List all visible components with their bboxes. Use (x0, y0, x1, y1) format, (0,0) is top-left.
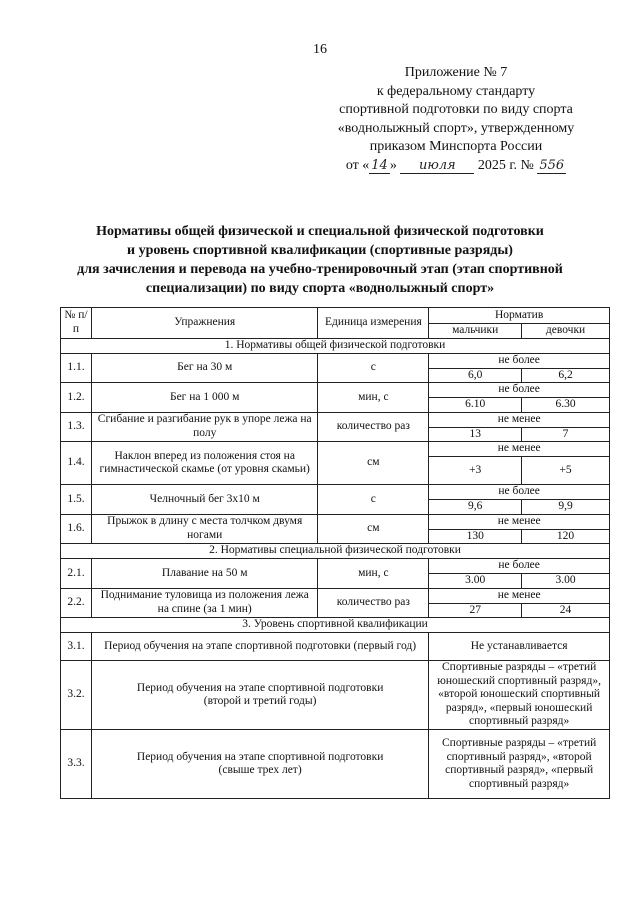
row-exercise: Наклон вперед из положения стоя на гимнастической скамье (от уровня скамьи) (91, 442, 317, 485)
row-num: 1.4. (61, 442, 92, 485)
row-girls-value: 3.00 (522, 574, 610, 589)
order-number-handwritten: 556 (539, 157, 565, 173)
row-condition: не менее (429, 442, 610, 457)
row-boys-value: 13 (429, 427, 522, 442)
row-exercise: Поднимание туловища из положения лежа на спине (за 1 мин) (91, 588, 317, 618)
row-unit: с (318, 485, 429, 515)
row-exercise: Бег на 30 м (91, 353, 317, 383)
row-boys-value: 6.10 (429, 398, 522, 413)
section-heading: 2. Нормативы специальной физической подготовки (61, 544, 610, 559)
appendix-line: Приложение № 7 (404, 65, 508, 80)
row-girls-value: 6.30 (522, 398, 610, 413)
date-day-handwritten: 14 (371, 157, 388, 173)
row-num: 1.6. (61, 514, 92, 544)
row-boys-value: 9,6 (429, 500, 522, 515)
row-condition: не более (429, 559, 610, 574)
appendix-block (306, 64, 606, 175)
row-unit: см (318, 514, 429, 544)
row-exercise: Бег на 1 000 м (91, 383, 317, 413)
row-exercise: Период обучения на этапе спортивной подготовки (свыше трех лет) (91, 730, 428, 799)
row-num: 3.1. (61, 633, 92, 661)
row-num: 1.5. (61, 485, 92, 515)
row-num: 2.2. (61, 588, 92, 618)
row-boys-value: +3 (429, 457, 522, 485)
title-line: и уровень спортивной квалификации (спортивные разряды) (127, 243, 513, 258)
row-girls-value: 6,2 (522, 368, 610, 383)
row-boys-value: 27 (429, 603, 522, 618)
header-unit: Единица измерения (318, 308, 429, 339)
appendix-line: к федеральному стандарту (376, 83, 536, 99)
row-boys-value: 6,0 (429, 368, 522, 383)
header-norm: Норматив (429, 308, 610, 324)
header-boys: мальчики (429, 324, 522, 339)
document-title (40, 222, 600, 298)
qualification-value: Не устанавливается (429, 633, 610, 661)
page-number: 16 (313, 42, 327, 57)
row-num: 1.3. (61, 412, 92, 442)
row-condition: не более (429, 383, 610, 398)
row-condition: не более (429, 353, 610, 368)
title-line: специализации) по виду спорта «воднолыжный спорт» (145, 281, 495, 296)
header-num: № п/п (61, 308, 92, 339)
row-num: 2.1. (61, 559, 92, 589)
order-date-line (306, 157, 606, 176)
row-girls-value: 9,9 (522, 500, 610, 515)
row-unit: мин, с (318, 559, 429, 589)
row-num: 3.2. (61, 661, 92, 730)
appendix-line: «воднолыжный спорт», утвержденному (337, 120, 575, 136)
qualification-value: Спортивные разряды – «третий спортивный разряд», «второй спортивный разряд», «первый спортивный разряд» (429, 730, 610, 799)
header-exercise: Упражнения (91, 308, 317, 339)
row-exercise: Период обучения на этапе спортивной подготовки (второй и третий годы) (91, 661, 428, 730)
row-girls-value: +5 (522, 457, 610, 485)
row-unit: количество раз (318, 412, 429, 442)
row-exercise: Плавание на 50 м (91, 559, 317, 589)
qualification-value: Спортивные разряды – «третий юношеский спортивный разряд», «второй юношеский спортивный разряд», «первый юношеский спортивный разряд» (429, 661, 610, 730)
row-num: 3.3. (61, 730, 92, 799)
row-condition: не более (429, 485, 610, 500)
date-year: 2025 г. № (477, 157, 534, 173)
row-condition: не менее (429, 412, 610, 427)
row-exercise: Период обучения на этапе спортивной подготовки (первый год) (91, 633, 428, 661)
row-girls-value: 24 (522, 603, 610, 618)
row-unit: количество раз (318, 588, 429, 618)
date-prefix: от « (345, 157, 370, 173)
row-condition: не менее (429, 588, 610, 603)
row-girls-value: 7 (522, 427, 610, 442)
title-line: Нормативы общей физической и специальной физической подготовки (96, 224, 544, 239)
row-num: 1.2. (61, 383, 92, 413)
header-girls: девочки (522, 324, 610, 339)
row-girls-value: 120 (522, 529, 610, 544)
row-unit: с (318, 353, 429, 383)
date-sep: » (389, 157, 397, 173)
date-month-handwritten: июля (400, 159, 474, 174)
row-boys-value: 130 (429, 529, 522, 544)
row-condition: не менее (429, 514, 610, 529)
row-boys-value: 3.00 (429, 574, 522, 589)
section-heading: 3. Уровень спортивной квалификации (61, 618, 610, 633)
appendix-line: приказом Минспорта России (369, 139, 543, 154)
standards-table (60, 307, 610, 799)
section-heading: 1. Нормативы общей физической подготовки (61, 338, 610, 353)
row-unit: см (318, 442, 429, 485)
row-num: 1.1. (61, 353, 92, 383)
row-exercise: Челночный бег 3х10 м (91, 485, 317, 515)
row-exercise: Прыжок в длину с места толчком двумя ногами (91, 514, 317, 544)
row-unit: мин, с (318, 383, 429, 413)
appendix-line: спортивной подготовки по виду спорта (339, 102, 573, 117)
title-line: для зачисления и перевода на учебно-тренировочный этап (этап спортивной (77, 262, 563, 277)
row-exercise: Сгибание и разгибание рук в упоре лежа на полу (91, 412, 317, 442)
